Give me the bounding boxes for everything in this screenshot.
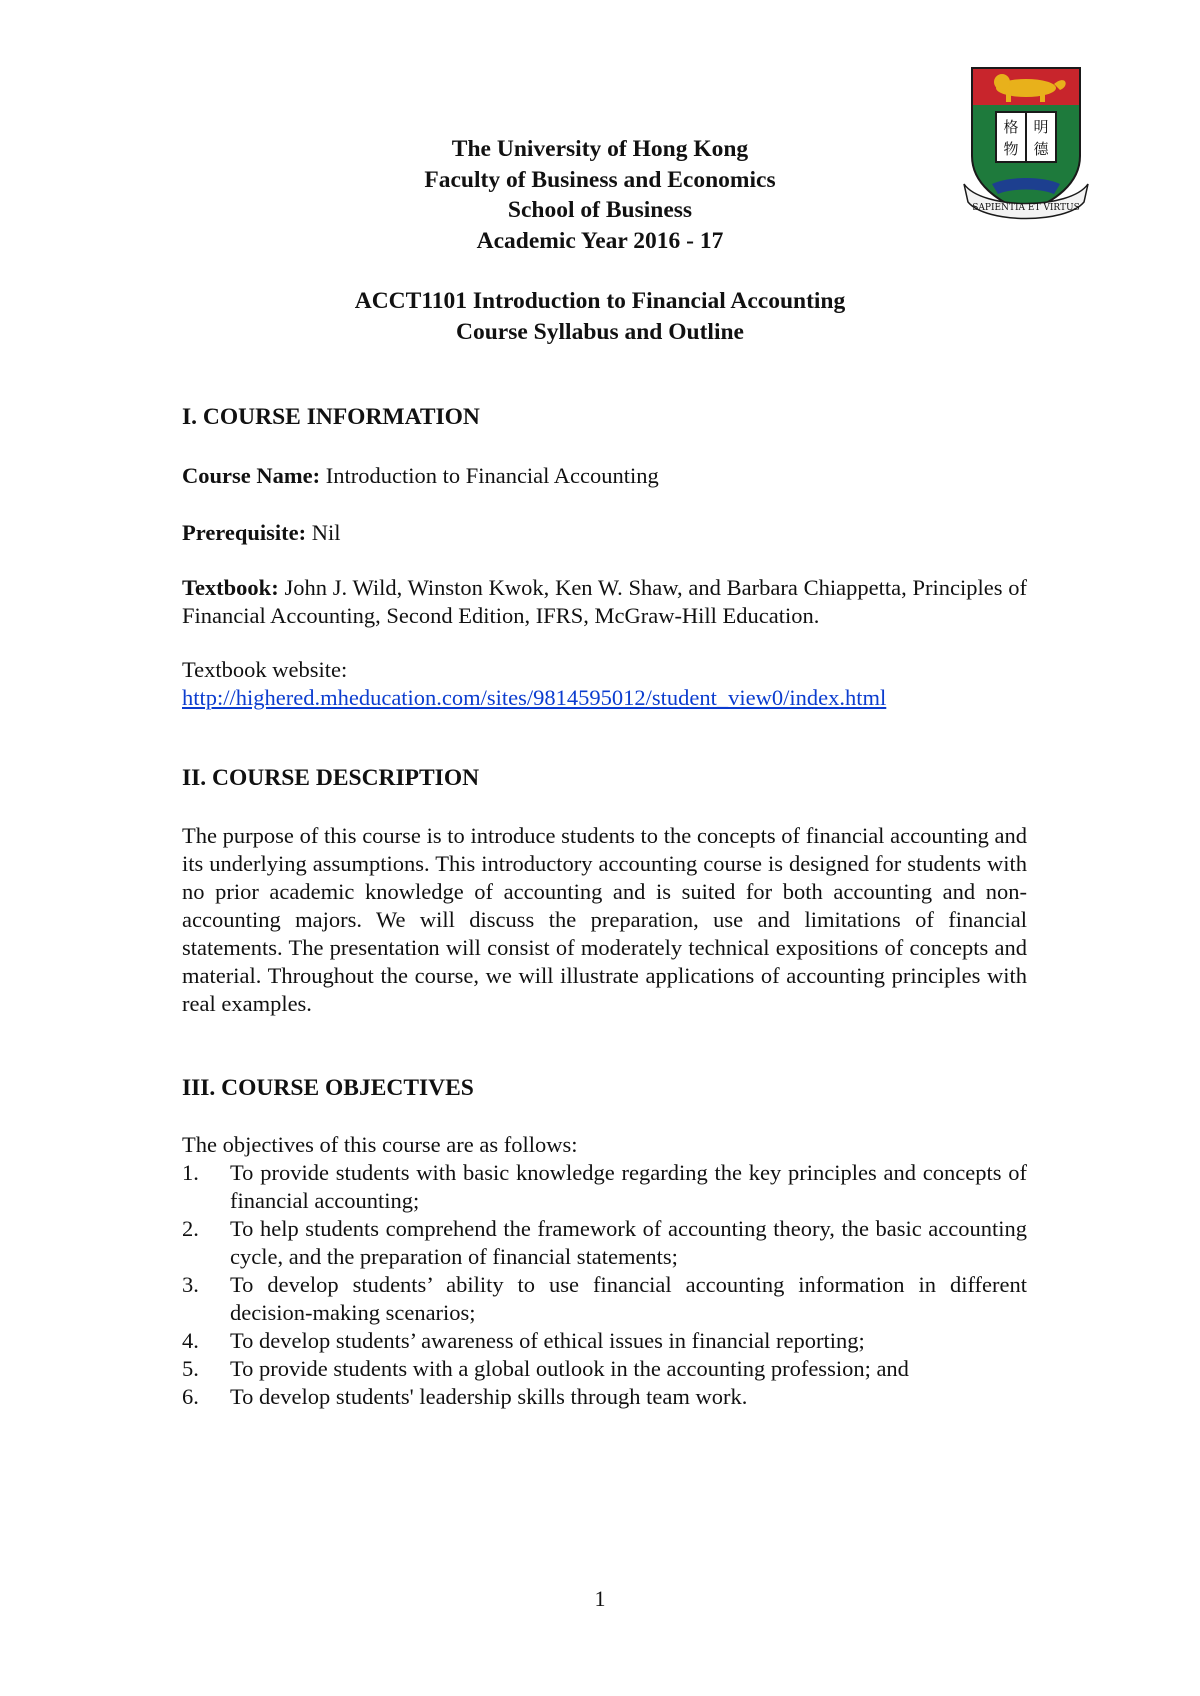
course-name-line — [182, 462, 1027, 490]
textbook-website-link[interactable]: http://highered.mheducation.com/sites/9814595012/student_view0/index.html — [182, 685, 887, 710]
course-description-body: The purpose of this course is to introduce students to the concepts of financial accounting and its underlying assumptions. This introductory accounting course is designed for students with no prior academic knowledge of accounting and is suited for both accounting and non-accounting majors. We will discuss the preparation, use and limitations of financial statements. The presentation will consist of moderately technical expositions of concepts and material. Throughout the course, we will illustrate applications of accounting principles with real examples. — [182, 823, 1027, 1016]
logo-char-1: 格 — [1003, 118, 1019, 136]
list-item — [182, 1327, 1027, 1355]
prerequisite-line — [182, 519, 1027, 547]
list-item — [182, 1355, 1027, 1383]
objective-text: To provide students with a global outlook in the accounting profession; and — [230, 1356, 909, 1381]
objective-number: 3. — [182, 1272, 199, 1297]
objective-text: To develop students’ ability to use financial accounting information in different decision-making scenarios; — [230, 1272, 1027, 1325]
section-heading-course-description: II. COURSE DESCRIPTION — [182, 765, 480, 791]
objective-text: To develop students’ awareness of ethical issues in financial reporting; — [230, 1328, 865, 1353]
list-item — [182, 1271, 1027, 1327]
course-title: ACCT1101 Introduction to Financial Accounting — [354, 288, 846, 314]
course-name-value: Introduction to Financial Accounting — [320, 463, 659, 488]
section-heading-course-information: I. COURSE INFORMATION — [182, 404, 480, 430]
objective-number: 2. — [182, 1216, 199, 1241]
objective-text: To help students comprehend the framework of accounting theory, the basic accounting cycle, and the preparation of financial statements; — [230, 1216, 1027, 1269]
objective-text: To develop students' leadership skills through team work. — [230, 1384, 748, 1409]
list-item — [182, 1159, 1027, 1215]
school-name: School of Business — [507, 197, 693, 223]
logo-motto: SAPIENTIA ET VIRTUS — [972, 203, 1080, 213]
course-name-label: Course Name: — [182, 463, 321, 488]
logo-char-4: 德 — [1033, 140, 1049, 158]
page-number: 1 — [594, 1586, 606, 1611]
list-item — [182, 1383, 1027, 1411]
university-name: The University of Hong Kong — [451, 136, 749, 162]
logo-char-2: 明 — [1033, 118, 1049, 136]
prerequisite-label: Prerequisite: — [182, 520, 307, 545]
textbook-website-label: Textbook website: — [182, 657, 348, 682]
objective-number: 1. — [182, 1160, 199, 1185]
faculty-name: Faculty of Business and Economics — [424, 166, 776, 193]
prerequisite-value: Nil — [306, 520, 341, 545]
textbook-paragraph — [182, 574, 1027, 630]
textbook-value: John J. Wild, Winston Kwok, Ken W. Shaw, and Barbara Chiappetta, Principles of Financial Accounting, Second Edition, IFRS, McGraw-Hill Education. — [182, 575, 1027, 628]
institution-block — [180, 134, 1020, 256]
document-title: Course Syllabus and Outline — [456, 318, 744, 345]
objective-number: 5. — [182, 1356, 199, 1381]
objective-number: 6. — [182, 1384, 199, 1409]
academic-year: Academic Year 2016 - 17 — [476, 227, 724, 254]
list-item — [182, 1215, 1027, 1271]
section-heading-course-objectives: III. COURSE OBJECTIVES — [182, 1075, 474, 1101]
objectives-list — [182, 1159, 1027, 1411]
textbook-label: Textbook: — [182, 575, 279, 600]
objective-text: To provide students with basic knowledge regarding the key principles and concepts of financial accounting; — [230, 1160, 1027, 1213]
document-header — [180, 134, 1020, 347]
objectives-intro: The objectives of this course are as follows: — [182, 1132, 578, 1157]
objective-number: 4. — [182, 1328, 199, 1353]
logo-char-3: 物 — [1003, 140, 1019, 158]
textbook-website — [182, 656, 1027, 712]
